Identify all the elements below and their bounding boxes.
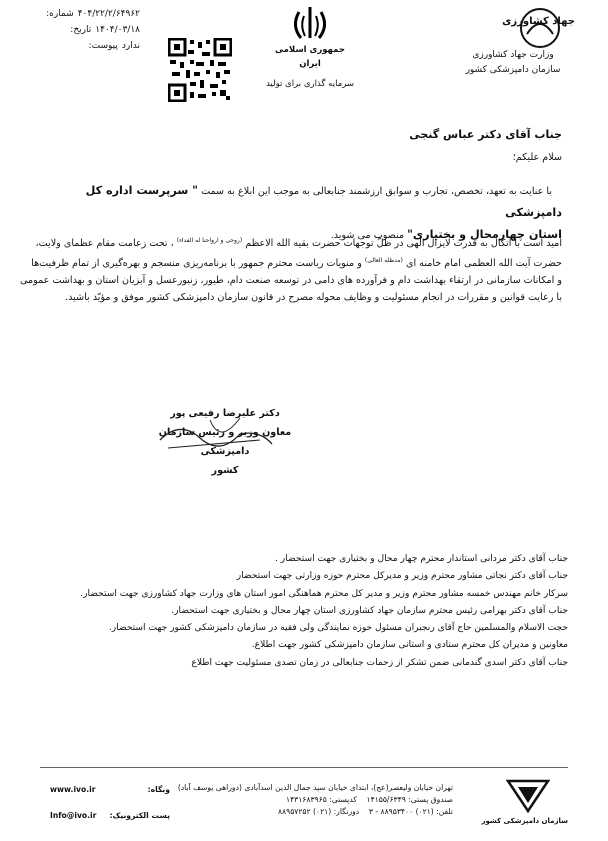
number-row [20, 6, 140, 22]
website-label: وبگاه: [147, 785, 170, 794]
footer-web [50, 784, 170, 822]
republic-name: جمهوری اسلامی ایران [275, 45, 345, 69]
footer-divider [40, 767, 568, 768]
attachment-value: ندارد [121, 41, 140, 51]
footer-address [153, 782, 453, 818]
date-value: ۱۴۰۴/۰۳/۱۸ [95, 25, 140, 35]
cc-item: جناب آقای دکتر مردانی استاندار محترم چهار محال و بختیاری جهت استحضار . [275, 554, 568, 564]
p2-line-3: و امکانات سازمانی در ارتقاء بهداشت دام و فرآورده های دامی در توسعه صنعت دام، طیور، زنبورعسل و آبزیان استان و بهداشت عمومی [20, 275, 562, 287]
recipient: جناب آقای دکتر عباس گنجی [409, 128, 562, 141]
p1-province: استان چهارمحال و بختیاری" [407, 228, 562, 241]
p1-text: با عنایت به تعهد، تخصص، تجارب و سوابق ارزشمند جنابعالی به موجب این ابلاغ به سمت [201, 186, 552, 197]
footer-logo [481, 775, 568, 830]
government-block [265, 43, 355, 91]
p2-sup-1: (روحی و ارواحنا له الفداء) [176, 237, 243, 244]
signature-scribble-icon [150, 400, 280, 470]
cc-item: جناب آقای دکتر بهرامی رئیس محترم سازمان جهاد کشاورزی استان چهار محال و بختیاری جهت استحضار. [171, 605, 568, 616]
p2-sup-2: (مدظله العالی) [364, 257, 403, 265]
signer-title: معاون وزیر و رئیس سازمان دامپزشکی [158, 427, 292, 457]
cc-list [8, 551, 568, 672]
attachment-label: پیوست: [88, 41, 118, 51]
footer-logo-text: سازمان دامپزشکی کشور [481, 817, 568, 825]
slogan: سرمایه گذاری برای تولید [265, 79, 355, 89]
qr-code-icon [168, 38, 232, 102]
p2-line-1 [32, 232, 562, 252]
website-link[interactable]: www.ivo.ir [50, 785, 96, 794]
vet-logo-icon [488, 775, 568, 817]
email-row [50, 810, 170, 822]
cc-item: حجت الاسلام والمسلمین حاج آقای رنجبران مسئول حوزه نمایندگی ولی فقیه در سازمان دامپزشکی کشور جهت استحضار. [108, 623, 568, 634]
p1-end: منصوب می شوید. [330, 230, 405, 241]
organization-name: سازمان دامپزشکی کشور [465, 65, 561, 75]
phone-label: تلفن: [436, 807, 453, 816]
ministry-logo-text: جهاد کشاورزی [502, 16, 575, 27]
p2-text-b: ، تحت زعامت مقام عظمای ولایت، [35, 238, 174, 250]
p1-position: " سرپرست اداره کل دامپزشکی [85, 184, 562, 219]
number-label: شماره: [46, 9, 74, 19]
number-value: ۴۰۴/۲۲/۲/۶۴۹۶۲ [77, 9, 140, 19]
phone-value: (۰۲۱) ۸۸۹۵۳۴۰۰ - ۳ [368, 807, 434, 816]
p2-text-a: امید است با اتکال به قدرت لایزال الهی در ظلّ توجهات حضرت بقیه الله الاعظم [245, 238, 562, 250]
p2-text-c: حضرت آیت الله العظمی امام خامنه ای [405, 258, 562, 270]
letter-meta [20, 6, 140, 54]
attachment-row [20, 38, 140, 54]
signer-name: دکتر علیرضا رفیعی پور [170, 408, 280, 419]
address-line: تهران خیابان ولیعصر(عج)، ابتدای خیابان سید جمال الدین اسدآبادی (دوراهی یوسف آباد) [177, 783, 453, 792]
postal-label: کدپستی: [329, 795, 357, 804]
cc-item: جناب آقای دکتر نجاتی مشاور محترم وزیر و مدیرکل محترم حوزه وزارتی جهت استحضار [236, 571, 568, 582]
email-label: پست الکترونیک: [109, 811, 170, 820]
fax-label: دورنگار: [333, 807, 360, 816]
paragraph-2 [20, 232, 562, 306]
cc-item: جناب آقای دکتر اسدی گندمانی ضمن تشکر از زحمات جنابعالی در زمان تصدی مسئولیت جهت اطلاع [191, 657, 568, 668]
p2-line-2 [32, 252, 562, 272]
pobox-row [153, 794, 453, 806]
signer-title-2: کشور [211, 465, 239, 476]
website-row [50, 784, 170, 796]
date-row [20, 22, 140, 38]
postal-value: ۱۴۳۱۶۸۳۹۶۵ [285, 795, 327, 804]
ministry-logo [502, 4, 575, 52]
fax-value: (۰۲۱) ۸۸۹۵۷۲۵۲ [277, 807, 332, 816]
p2-text-d: و منویات ریاست محترم جمهور با برنامه‌ریزی منسجم و بهره‌گیری از تمام ظرفیت‌ها [31, 258, 362, 270]
ministry-block [458, 48, 568, 78]
p2-line-4: با رعایت قوانین و مقررات در انجام مسئولیت و وظایف محوله مصرح در قانون سازمان دامپزشکی کشور موفق و مؤیّد باشید. [65, 292, 562, 304]
pobox-value: ۱۴۱۵۵/۶۳۴۹ [366, 795, 406, 804]
phone-row [153, 806, 453, 818]
pobox-label: صندوق پستی: [408, 795, 453, 804]
ministry-name: وزارت جهاد کشاورزی [472, 50, 554, 60]
greeting: سلام علیکم؛ [512, 152, 562, 163]
email-link[interactable]: Info@ivo.ir [50, 811, 97, 820]
cc-item: معاونین و مدیران کل محترم ستادی و استانی سازمان دامپزشکی کشور جهت اطلاع. [251, 640, 568, 651]
cc-item: سرکار خانم مهندس خمسه مشاور محترم وزیر و مدیر کل محترم هماهنگی امور استان های وزارت جهاد کشاورزی جهت استحضار. [80, 588, 568, 599]
emblem-icon [285, 4, 335, 44]
date-label: تاریخ: [70, 25, 92, 35]
